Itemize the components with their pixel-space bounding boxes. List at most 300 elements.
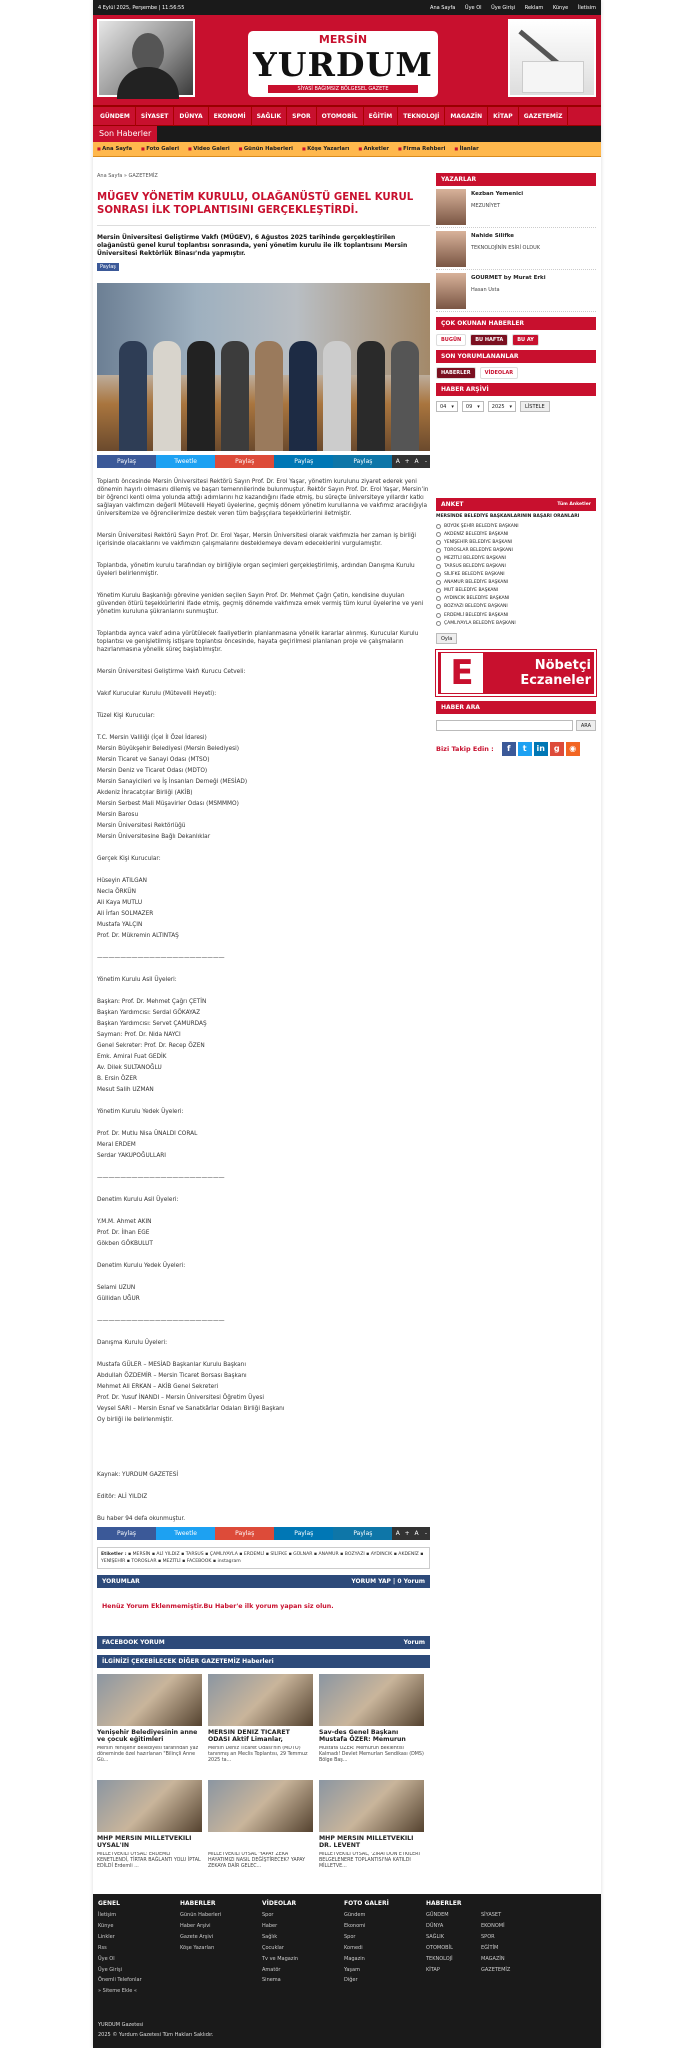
radio-icon[interactable] [436, 580, 441, 585]
nav-teknoloji[interactable]: TEKNOLOJİ [398, 107, 445, 126]
archive-month-value: 09 [465, 403, 473, 410]
radio-icon[interactable] [436, 572, 441, 577]
tag-link[interactable]: TOROSLAR [131, 1559, 157, 1564]
top-bar [93, 0, 601, 15]
site-logo[interactable] [248, 31, 438, 97]
article-paragraph: Mersin Ticaret ve Sanayi Odası (MTSO) [97, 757, 210, 763]
chevron-down-icon: ▾ [451, 403, 454, 410]
facebook-icon[interactable]: f [502, 742, 516, 756]
footer-link[interactable]: Tv ve Magazin [262, 1955, 299, 1962]
no-comments-message: Henüz Yorum Eklenmemiştir.Bu Haber'e ilk yorum yapan siz olun. [102, 1603, 334, 1610]
footer-category-link[interactable]: MAGAZİN [481, 1955, 505, 1962]
article-paragraph: Toplantıda, yönetim kurulu tarafından oy birliğiyle organ seçimleri gerçekleştirilmiş, ardından Danışma Kurulu üyeleri belirlenmiştir. [97, 563, 415, 577]
news-search-header [436, 701, 596, 714]
nav-otomobil[interactable]: OTOMOBİL [317, 107, 364, 126]
most-read-tabs [436, 334, 596, 346]
article-paragraph: Mersin Üniversitesi Rektörü Sayın Prof. Dr. Erol Yaşar, Mersin Üniversitesi olarak vakfımızla her zaman iş birliği içerisinde olacaklarını ve vakfımızın çalışmalarını desteklemeye devam edeceklerini vurgulamıştır. [97, 533, 417, 547]
font-increase-button[interactable]: A [392, 455, 403, 468]
article-paragraph [97, 1097, 430, 1105]
article-paragraph [97, 1460, 430, 1468]
share-linkedin2-button-bottom[interactable]: Paylaş [333, 1527, 392, 1540]
subnav-polls[interactable]: ■ Anketler [358, 146, 389, 152]
footer-link[interactable]: Gazete Arşivi [180, 1933, 214, 1940]
poll-option-label: ÇAMLIYAYLA BELEDİYE BAŞKANI [444, 620, 516, 626]
article-paragraph [97, 619, 430, 627]
article-paragraph: —————————————————————— [97, 955, 225, 961]
related-news-header [97, 1655, 430, 1668]
poll-option-label: TARSUS BELEDİYE BAŞKANI [444, 564, 506, 570]
article-paragraph: Mersin Serbest Mali Müşavirler Odası (MSMMMO) [97, 801, 239, 807]
article-paragraph: Akdeniz İhracatçılar Birliği (AKİB) [97, 790, 193, 796]
related-news-title[interactable]: MHP MERSİN MİLLETVEKİLİ DR. LEVENT [319, 1835, 414, 1849]
nav-dunya[interactable]: DÜNYA [174, 107, 208, 126]
tab-this-week[interactable]: BU HAFTA [470, 334, 508, 346]
font-increase-plus-bottom[interactable]: + [403, 1527, 411, 1540]
columnist-article-title[interactable]: TEKNOLOJİNİN ESİRİ OLDUK [471, 245, 541, 251]
top-link-ads[interactable]: Reklam [524, 4, 544, 11]
article-paragraph: Av. Dilek SULTANOĞLU [97, 1065, 162, 1071]
tab-today[interactable]: BUGÜN [436, 334, 466, 346]
nav-kitap[interactable]: KİTAP [488, 107, 519, 126]
poll-title: ANKET [441, 501, 464, 508]
columnist-article-title[interactable]: Hasan Usta [471, 287, 500, 293]
footer-category-link[interactable]: SPOR [481, 1933, 495, 1940]
facebook-comments-link[interactable]: Yorum [403, 1639, 425, 1646]
article-paragraph: Hüseyin ATILGAN [97, 878, 147, 884]
footer-link[interactable]: Linkler [98, 1933, 115, 1940]
footer-link[interactable]: » Siteme Ekle « [98, 1988, 137, 1995]
archive-day-select[interactable] [436, 401, 458, 412]
related-news-title[interactable]: Yenişehir Belediyesinin anne ve çocuk eğitimleri [97, 1729, 198, 1743]
related-news-image[interactable] [97, 1674, 202, 1726]
footer-category-link[interactable]: EKONOMİ [481, 1922, 505, 1929]
article-paragraph: —————————————————————— [97, 1175, 225, 1181]
footer-link[interactable]: Diğer [344, 1977, 358, 1984]
tag-link[interactable]: ERDEMLİ [243, 1552, 265, 1557]
tab-news[interactable]: HABERLER [436, 367, 476, 379]
avatar[interactable] [436, 189, 466, 225]
article-paragraph: Mersin Deniz ve Ticaret Odası (MDTO) [97, 768, 208, 774]
share-twitter-button-bottom[interactable]: Tweetle [156, 1527, 215, 1540]
last-commented-header [436, 350, 596, 363]
share-facebook-button-bottom[interactable]: Paylaş [97, 1527, 156, 1540]
subnav-daily-news[interactable]: ■ Günün Haberleri [239, 146, 293, 152]
most-read-header [436, 317, 596, 330]
main-nav [93, 107, 601, 126]
footer-link[interactable]: Magazin [344, 1955, 365, 1962]
footer-link[interactable]: Önemli Telefonlar [98, 1977, 142, 1984]
poll-option[interactable] [436, 619, 596, 627]
nav-magazin[interactable]: MAGAZİN [445, 107, 488, 126]
article-paragraph [97, 551, 430, 559]
rss-icon[interactable]: ◉ [566, 742, 580, 756]
columnists-list [436, 186, 596, 312]
news-search-title: HABER ARA [441, 704, 480, 712]
footer-link[interactable]: Spor [262, 1912, 274, 1918]
footer-columns [93, 1894, 601, 1997]
footer-link[interactable]: Haber [262, 1922, 278, 1929]
subnav-classifieds[interactable]: ■ İlanlar [454, 146, 478, 152]
related-news-card[interactable] [97, 1780, 202, 1876]
footer-link[interactable]: Sinema [262, 1977, 281, 1984]
footer-link[interactable]: Üye Girişi [98, 1966, 122, 1973]
pharmacy-banner-text [491, 658, 591, 688]
footer-link[interactable]: İletişim [98, 1912, 117, 1918]
related-news-image[interactable] [319, 1780, 424, 1832]
twitter-icon[interactable]: t [518, 742, 532, 756]
logo-city: MERSİN [318, 33, 368, 46]
article-paragraph: Mersin Sanayicileri ve İş İnsanları Derneği (MESİAD) [97, 779, 248, 785]
share-linkedin-button[interactable]: Paylaş [274, 455, 333, 468]
related-news-card[interactable] [319, 1780, 424, 1876]
share-facebook-button[interactable]: Paylaş [97, 455, 156, 468]
tag-link[interactable]: SİLİFKE [270, 1552, 288, 1557]
article-paragraph: Başkan Yardımcısı: Servet ÇAMURDAŞ [97, 1021, 207, 1027]
footer-link[interactable]: Komedi [344, 1944, 363, 1951]
font-decrease-minus[interactable]: - [422, 455, 430, 468]
columnist-item[interactable] [436, 270, 596, 312]
columnist-name[interactable]: Nahide Silifke [471, 233, 514, 239]
footer-copyright: 2025 © Yurdum Gazetesi Tüm Hakları Saklıdır. [98, 2032, 214, 2038]
radio-icon[interactable] [436, 532, 441, 537]
article-paragraph [97, 1438, 430, 1446]
nav-ekonomi[interactable]: EKONOMİ [209, 107, 252, 126]
poll-option[interactable] [436, 546, 596, 554]
tag-link[interactable]: YENİŞEHİR [101, 1559, 126, 1564]
article-body [97, 478, 430, 1523]
top-link-imprint[interactable]: Künye [552, 4, 569, 11]
avatar[interactable] [436, 231, 466, 267]
tab-this-month[interactable]: BU AY [512, 334, 539, 346]
poll-option[interactable] [436, 554, 596, 562]
columnist-item[interactable] [436, 228, 596, 270]
archive-year-select[interactable] [488, 401, 516, 412]
vote-button[interactable]: Oyla [436, 633, 457, 644]
poll-option-label: AKDENİZ BELEDİYE BAŞKANI [444, 531, 509, 537]
last-commented-tabs [436, 367, 596, 379]
related-news-card[interactable] [208, 1780, 313, 1876]
tag-link[interactable]: MEZİTLİ [162, 1559, 181, 1564]
footer-link[interactable]: Ekonomi [344, 1922, 366, 1929]
facebook-share-label: Paylaş [100, 264, 116, 270]
footer-link[interactable]: Yaşam [344, 1966, 360, 1973]
share-google-button[interactable]: Paylaş [215, 455, 274, 468]
footer-category-link[interactable]: GAZETEMİZ [481, 1966, 511, 1973]
nav-gazetemiz[interactable]: GAZETEMİZ [519, 107, 569, 126]
article-paragraph: Yönetim Kurulu Asil Üyeleri: [97, 977, 177, 983]
footer-category-link[interactable]: KİTAP [426, 1966, 440, 1973]
related-news-title[interactable] [208, 1835, 313, 1850]
article-paragraph [97, 1328, 430, 1336]
footer-link[interactable]: Haber Arşivi [180, 1922, 211, 1929]
columnist-name[interactable]: Kezban Yemenici [471, 191, 524, 197]
tag-link[interactable]: BOZYAZI [344, 1552, 365, 1557]
font-decrease-button-bottom[interactable]: A [411, 1527, 422, 1540]
article-paragraph: Mersin Üniversitesi Rektörlüğü [97, 823, 186, 829]
article-tags: Etiketler : ▪ MERSİN ▪ ALİ YILDIZ ▪ TARSUS ▪ ÇAMLIYAYLA ▪ ERDEMLİ ▪ SİLİFKE ▪ GÜLNAR ▪ ANAMUR ▪ BOZYAZI ▪ AYDINCIK ▪ AKDENİZ ▪ YENİŞEHİR ▪ TOROSLAR ▪ MEZİTLİ ▪ FACEBOOK ▪ instagram [97, 1547, 430, 1569]
article-paragraph [97, 1504, 430, 1512]
breadcrumb-separator: » [123, 173, 127, 179]
tag-link[interactable]: GÜLNAR [293, 1552, 313, 1557]
article-paragraph: —————————————————————— [97, 1318, 225, 1324]
news-search-form [436, 720, 596, 731]
font-increase-button-bottom[interactable]: A [392, 1527, 403, 1540]
poll-option-label: ANAMUR BELEDİYE BAŞKANI [444, 580, 509, 586]
pharmacy-banner[interactable] [436, 650, 596, 696]
follow-us-label: Bizi Takip Edin : [436, 745, 494, 754]
share-linkedin2-button[interactable]: Paylaş [333, 455, 392, 468]
article-photo [97, 283, 430, 451]
radio-icon[interactable] [436, 564, 441, 569]
footer-category-link[interactable]: EĞİTİM [481, 1944, 499, 1951]
google-plus-icon[interactable]: g [550, 742, 564, 756]
pharmacy-e-icon: E [441, 653, 483, 693]
related-news-summary: Mersin Yenişehir Belediyesi tarafından yaz döneminde özel hazırlanan "Bilinçli Anne Gü... [97, 1746, 199, 1763]
poll-option-label: TOROSLAR BELEDİYE BAŞKANI [444, 547, 513, 553]
radio-icon[interactable] [436, 524, 441, 529]
article-paragraph [97, 1306, 430, 1314]
radio-icon[interactable] [436, 604, 441, 609]
news-search-button[interactable]: ARA [576, 720, 596, 731]
related-news-image[interactable] [97, 1780, 202, 1832]
tag-link[interactable]: TARSUS [185, 1552, 204, 1557]
columnist-name[interactable]: GOURMET by Murat Erki [471, 275, 546, 281]
footer-category-link[interactable]: GÜNDEM [426, 1912, 449, 1918]
top-link-login[interactable]: Üye Girişi [491, 4, 516, 11]
footer-category-link[interactable]: SAĞLIK [426, 1933, 445, 1940]
radio-icon[interactable] [436, 588, 441, 593]
tag-link[interactable]: AYDINCIK [370, 1552, 393, 1557]
article-paragraph [97, 1207, 430, 1215]
chevron-down-icon: ▾ [509, 403, 513, 410]
archive-list-button[interactable]: LİSTELE [520, 401, 550, 412]
quill-illustration [508, 19, 596, 97]
footer-link[interactable]: Amatör [262, 1966, 281, 1973]
nav-spor[interactable]: SPOR [287, 107, 316, 126]
ticker-label: Son Haberler [93, 126, 157, 142]
poll-option[interactable] [436, 603, 596, 611]
tag-link[interactable]: MERSİN [132, 1552, 151, 1557]
tag-link[interactable]: ALİ YILDIZ [156, 1552, 180, 1557]
article-paragraph [97, 1251, 430, 1259]
poll-option[interactable] [436, 595, 596, 603]
subnav-columnists[interactable]: ■ Köşe Yazarları [302, 146, 349, 152]
footer-link[interactable]: Rss [98, 1944, 107, 1951]
subnav-firm-guide[interactable]: ■ Firma Rehberi [398, 146, 445, 152]
article-paragraph [97, 657, 430, 665]
article-paragraph [97, 1427, 430, 1435]
article-paragraph: Kaynak: YURDUM GAZETESİ [97, 1472, 179, 1478]
footer-category-link[interactable]: DÜNYA [426, 1922, 444, 1929]
current-date: 4 Eylül 2025, Perşembe | 11:56:55 [98, 4, 185, 11]
subnav-video-gallery[interactable]: ■ Video Galeri [188, 146, 230, 152]
related-news-image[interactable] [208, 1674, 313, 1726]
radio-icon[interactable] [436, 596, 441, 601]
top-link-register[interactable]: Üye Ol [464, 4, 482, 11]
footer-link[interactable]: Çocuklar [262, 1944, 284, 1951]
article-paragraph: Vakıf Kurucular Kurulu (Mütevelli Heyeti): [97, 691, 217, 697]
columnist-article-title[interactable]: MEZUNİYET [471, 203, 501, 209]
poll-options [436, 522, 596, 627]
share-twitter-button[interactable]: Tweetle [156, 455, 215, 468]
footer-link[interactable]: Günün Haberleri [180, 1912, 222, 1918]
article-paragraph [97, 844, 430, 852]
poll-header [436, 498, 596, 511]
nav-saglik[interactable]: SAĞLIK [252, 107, 288, 126]
poll-option[interactable] [436, 538, 596, 546]
article-paragraph: Selami UZUN [97, 1285, 136, 1291]
poll-option-label: BÜYÜK ŞEHİR BELEDİYE BAŞKANI [444, 523, 519, 529]
footer-column-heading: GENEL [98, 1900, 120, 1907]
footer-link[interactable]: Spor [344, 1933, 356, 1940]
article-paragraph: Mustafa YALÇIN [97, 922, 143, 928]
related-news-card[interactable] [319, 1674, 424, 1770]
columnist-item[interactable] [436, 186, 596, 228]
breadcrumb-home[interactable]: Ana Sayfa [97, 173, 123, 179]
article-paragraph [97, 866, 430, 874]
columnists-header [436, 173, 596, 186]
radio-icon[interactable] [436, 613, 441, 618]
article-paragraph: Mersin Büyükşehir Belediyesi (Mersin Belediyesi) [97, 746, 240, 752]
news-archive-title: HABER ARŞİVİ [441, 386, 489, 393]
related-news-image[interactable] [208, 1780, 313, 1832]
poll-option[interactable] [436, 611, 596, 619]
related-news-card[interactable] [97, 1674, 202, 1770]
article-paragraph: B. Ersin ÖZER [97, 1076, 138, 1082]
related-news-card[interactable] [208, 1674, 313, 1770]
radio-icon[interactable] [436, 548, 441, 553]
footer-link[interactable]: Sağlık [262, 1933, 278, 1940]
columnist-info [471, 189, 523, 224]
columnist-info [471, 231, 540, 266]
archive-day-value: 04 [440, 403, 447, 410]
footer-category-grid [426, 1910, 546, 1975]
article-paragraph: Mehmet Ali ERKAN – AKİB Genel Sekreteri [97, 1384, 219, 1390]
footer-link[interactable]: Üye Ol [98, 1955, 115, 1962]
footer-link[interactable]: Köşe Yazarları [180, 1944, 215, 1951]
footer-column [262, 1899, 344, 1997]
article-paragraph: Prof. Dr. İlhan EGE [97, 1230, 150, 1236]
top-link-contact[interactable]: İletisim [577, 4, 596, 11]
related-news-grid [97, 1674, 430, 1876]
footer-link[interactable]: Gündem [344, 1912, 366, 1918]
footer-category-link[interactable]: TEKNOLOJİ [426, 1955, 453, 1962]
article-column [97, 170, 430, 1876]
article-paragraph [97, 943, 430, 951]
tag-link[interactable]: ANAMUR [318, 1552, 339, 1557]
article-paragraph [97, 1119, 430, 1127]
poll-option[interactable] [436, 522, 596, 530]
last-commented-title: SON YORUMLANANLAR [441, 353, 519, 360]
article-paragraph: Editör: ALİ YILDIZ [97, 1494, 148, 1500]
poll-option-label: AYDINCIK BELEDİYE BAŞKANI [444, 596, 510, 602]
article-paragraph: Yönetim Kurulu Yedek Üyeleri: [97, 1109, 184, 1115]
poll-option[interactable] [436, 530, 596, 538]
tab-videos[interactable]: VİDEOLAR [480, 367, 518, 379]
chevron-down-icon: ▾ [477, 403, 480, 410]
footer-link[interactable]: Künye [98, 1922, 114, 1929]
article-paragraph: Denetim Kurulu Yedek Üyeleri: [97, 1263, 186, 1269]
article-paragraph [97, 521, 430, 529]
article-paragraph: Prof. Dr. Mükremin ALTINTAŞ [97, 933, 179, 939]
article-paragraph: Gökben GÖKBULUT [97, 1241, 153, 1247]
pharmacy-line-1: Nöbetçi [534, 658, 591, 674]
linkedin-icon[interactable]: in [534, 742, 548, 756]
related-news-title[interactable]: MERSİN DENİZ TİCARET ODASI Aktif Limanlar, [208, 1729, 290, 1743]
share-bar-bottom [97, 1527, 430, 1540]
tag-link[interactable]: AKDENİZ [398, 1552, 419, 1557]
nav-gundem[interactable]: GÜNDEM [95, 107, 136, 126]
logo-tagline: SİYASİ BAĞIMSIZ BÖLGESEL GAZETE [268, 85, 418, 93]
article-paragraph: Danışma Kurulu Üyeleri: [97, 1340, 168, 1346]
article-paragraph [97, 1273, 430, 1281]
article-paragraph: Veysel SARI – Mersin Esnaf ve Sanatkârlar Odaları Birliği Başkanı [97, 1406, 285, 1412]
comments-title: YORUMLAR [102, 1578, 140, 1585]
nav-siyaset[interactable]: SİYASET [136, 107, 174, 126]
radio-icon[interactable] [436, 556, 441, 561]
article-paragraph: Yönetim Kurulu Başkanlığı görevine yeniden seçilen Sayın Prof. Dr. Mehmet Çağrı Çetin, kendisine duyulan güvenden ötürü teşekkürlerini ifade etmiş, geçmiş dönemde vakfımıza emek vermiş tüm kurul üyelerine ve yeni yönetim kuruluna şükranlarını sunmuştur. [97, 593, 424, 615]
related-news-title[interactable]: MHP MERSİN MİLLETVEKİLİ UYSAL'IN [97, 1835, 192, 1849]
nav-egitim[interactable]: EĞİTİM [364, 107, 399, 126]
news-search-input[interactable] [436, 720, 573, 731]
poll-option[interactable] [436, 562, 596, 570]
poll-option[interactable] [436, 579, 596, 587]
share-google-button-bottom[interactable]: Paylaş [215, 1527, 274, 1540]
font-decrease-button[interactable]: A [411, 455, 422, 468]
footer-category-link[interactable]: SİYASET [481, 1912, 502, 1918]
related-news-summary: Mustafa ÖZER: Memurun Beklentisi Kalmadı! Devlet Memurları Sendikası (DMS) Bölge Baş... [319, 1746, 424, 1763]
article-paragraph [97, 1449, 430, 1457]
radio-icon[interactable] [436, 540, 441, 545]
breadcrumb-current[interactable]: GAZETEMİZ [128, 173, 158, 179]
subnav-photo-gallery[interactable]: ■ Foto Galeri [141, 146, 179, 152]
facebook-share-mini[interactable] [97, 263, 119, 271]
article-paragraph: Mesut Salih UZMAN [97, 1087, 154, 1093]
facebook-comments-header [97, 1636, 430, 1649]
poll-option[interactable] [436, 587, 596, 595]
poll-option-label: ERDEMLİ BELEDİYE BAŞKANI [444, 612, 509, 618]
follow-us [436, 742, 596, 756]
related-news-title: İLGİNİZİ ÇEKEBİLECEK DİĞER GAZETEMİZ Haberleri [102, 1658, 274, 1665]
tag-link[interactable]: FACEBOOK [186, 1559, 212, 1564]
avatar[interactable] [436, 273, 466, 309]
footer-brand: YURDUM Gazetesi [98, 2022, 144, 2028]
poll-option-label: SİLİFKE BELEDİYE BAŞKANI [444, 572, 505, 578]
footer-column-heading: FOTO GALERİ [344, 1900, 389, 1907]
footer-category-link[interactable]: OTOMOBİL [426, 1944, 453, 1951]
comment-write-link[interactable]: YORUM YAP | 0 Yorum [351, 1578, 425, 1585]
tag-link[interactable]: ÇAMLIYAYLA [209, 1552, 238, 1557]
archive-month-select[interactable] [462, 401, 484, 412]
tag-link[interactable]: instagram [217, 1559, 241, 1564]
poll-option[interactable] [436, 571, 596, 579]
all-polls-link[interactable]: Tüm Anketler [557, 502, 591, 507]
radio-icon[interactable] [436, 621, 441, 626]
subnav-home[interactable]: ■ Ana Sayfa [97, 146, 132, 152]
article-paragraph: Başkan Yardımcısı: Serdal GÖKAYAZ [97, 1010, 201, 1016]
top-links [422, 5, 596, 11]
share-linkedin-button-bottom[interactable]: Paylaş [274, 1527, 333, 1540]
poll-question: MERSİNDE BELEDİYE BAŞKANLARININ BAŞARI ORANLARI [436, 514, 580, 519]
top-link-home[interactable]: Ana Sayfa [430, 4, 456, 11]
font-decrease-minus-bottom[interactable]: - [422, 1527, 430, 1540]
page [93, 0, 601, 2048]
related-news-image[interactable] [319, 1674, 424, 1726]
logo-brand: YURDUM [253, 45, 433, 84]
font-increase-plus[interactable]: + [403, 455, 411, 468]
poll-option-label: BOZYAZI BELEDİYE BAŞKANI [444, 604, 508, 610]
related-news-title[interactable]: Sav-des Genel Başkanı Mustafa ÖZER: Memurun [319, 1729, 406, 1743]
